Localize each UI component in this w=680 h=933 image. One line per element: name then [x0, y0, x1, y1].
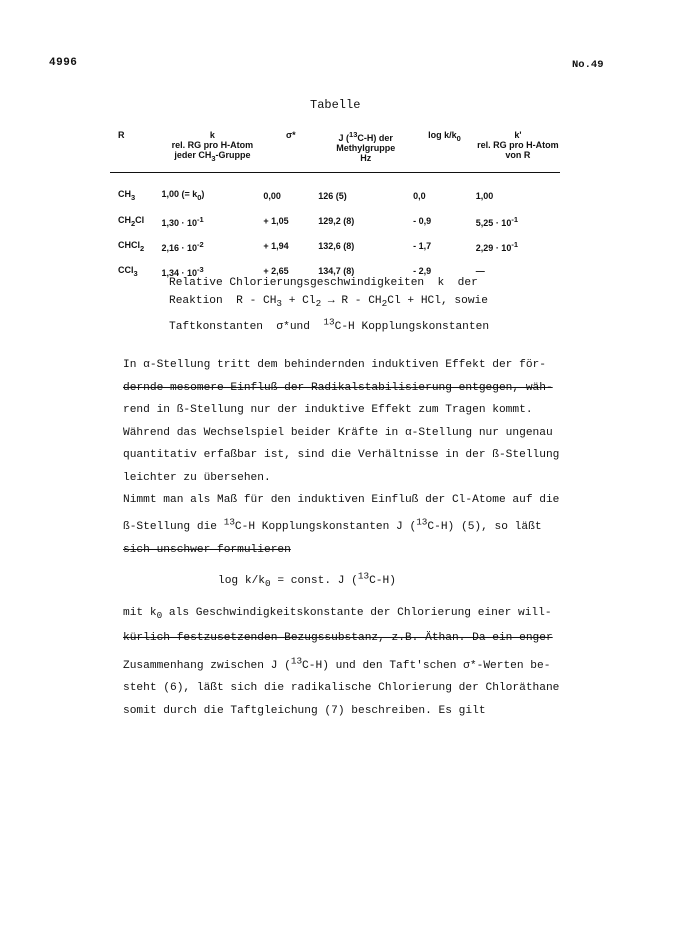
cell-substituent: $CH_3$	[118, 189, 136, 203]
text-line: Zusammenhang zwischen J ($^{13}$C-H) und den Taft'schen σ*-Werten be-	[123, 654, 551, 672]
header-r: R	[118, 130, 125, 140]
cell-substituent: CHCl$_2$	[118, 239, 145, 253]
table-row	[110, 172, 560, 209]
text-line: quantitativ erfaßbar ist, sind die Verhältnisse in der ß-Stellung	[123, 449, 560, 461]
cell-k: $2,16 \cdot 10^{-2}$	[161, 239, 204, 253]
text-line: Nimmt man als Maß für den induktiven Einfluß der Cl-Atome auf die	[123, 494, 560, 506]
table-title: Tabelle	[310, 98, 361, 112]
cell-substituent: $CH_2Cl$	[118, 214, 145, 228]
text-line: kürlich festzusetzenden Bezugssubstanz, z.B. Äthan. Da ein enger	[123, 632, 553, 645]
text-line: leichter zu übersehen.	[123, 471, 271, 484]
cell-log: - 2,9	[413, 266, 432, 277]
cell-k: $1,34 \cdot 10^{-3}$	[161, 264, 204, 278]
cell-kprime: —	[475, 266, 485, 277]
cell-kprime: $2,29 \cdot 10^{-1}$	[475, 239, 518, 253]
data-table	[110, 126, 560, 284]
cell-k: 1,00 (= $k_0$)	[161, 189, 205, 203]
cell-k: $1,30 \cdot 10^{-1}$	[161, 214, 204, 228]
table-row	[110, 234, 560, 259]
cell-j: 132,6 (8)	[318, 241, 355, 252]
text-line: rend in ß-Stellung nur der induktive Effekt zum Tragen kommt.	[123, 404, 533, 416]
cell-j: 126 (5)	[318, 190, 347, 201]
page-number: 4996	[49, 57, 78, 69]
header-j: J ($^{13}$C-H) der Methylgruppe Hz	[336, 130, 396, 163]
body-text	[123, 354, 643, 722]
cell-j: 129,2 (8)	[318, 216, 355, 227]
cell-kprime: 1,00	[475, 190, 494, 201]
equation: $\log k/k_0$ = const. J ($^{13}$C-H)	[218, 570, 396, 590]
table-caption	[169, 274, 489, 336]
header-log: $\log k/k_0$	[428, 130, 461, 143]
header-k: k rel. RG pro H-Atom jeder $CH_3$-Gruppe	[171, 130, 254, 163]
cell-substituent: CCl$_3$	[118, 264, 138, 278]
caption-line: Reaktion $R - CH_3 + Cl_2 \to R - CH_2Cl$ + HCl, sowie	[169, 295, 488, 310]
cell-log: - 1,7	[413, 241, 432, 252]
text-line: steht (6), läßt sich die radikalische Chlorierung der Chloräthane	[123, 682, 560, 695]
table-header-row	[110, 126, 560, 172]
text-line: ß-Stellung die $^{13}$C-H Kopplungskonstanten J ($^{13}$C-H) (5), so läßt	[123, 516, 542, 534]
text-line: In α-Stellung tritt dem behindernden induktiven Effekt der för-	[123, 359, 546, 371]
caption-line: Relative Chlorierungsgeschwindigkeiten k der	[169, 277, 478, 289]
cell-j: 134,7 (8)	[318, 266, 355, 277]
text-line: mit $k_0$ als Geschwindigkeitskonstante der Chlorierung einer will-	[123, 606, 552, 621]
cell-log: - 0,9	[413, 216, 432, 227]
text-line: sich unschwer formulieren	[123, 543, 291, 556]
text-line: Während das Wechselspiel beider Kräfte in α-Stellung nur ungenau	[123, 426, 553, 439]
text-line: somit durch die Taftgleichung (7) beschreiben. Es gilt	[123, 704, 486, 717]
cell-sigma: + 1,94	[263, 241, 289, 252]
cell-kprime: $5,25 \cdot 10^{-1}$	[475, 214, 518, 228]
caption-line: Taftkonstanten σ*und $^{13}$C-H Kopplungskonstanten	[169, 316, 490, 333]
header-kprime: k' rel. RG pro H-Atom von R	[477, 130, 559, 160]
cell-sigma: 0,00	[263, 190, 281, 201]
header-sigma: σ*	[285, 130, 296, 140]
table-row	[110, 209, 560, 234]
cell-sigma: + 1,05	[263, 216, 289, 227]
text-line: dernde mesomere Einfluß der Radikalstabilisierung entgegen, wäh-	[123, 381, 553, 394]
cell-log: 0,0	[413, 190, 426, 201]
journal-number: No.49	[572, 59, 604, 71]
cell-sigma: + 2,65	[263, 266, 289, 277]
